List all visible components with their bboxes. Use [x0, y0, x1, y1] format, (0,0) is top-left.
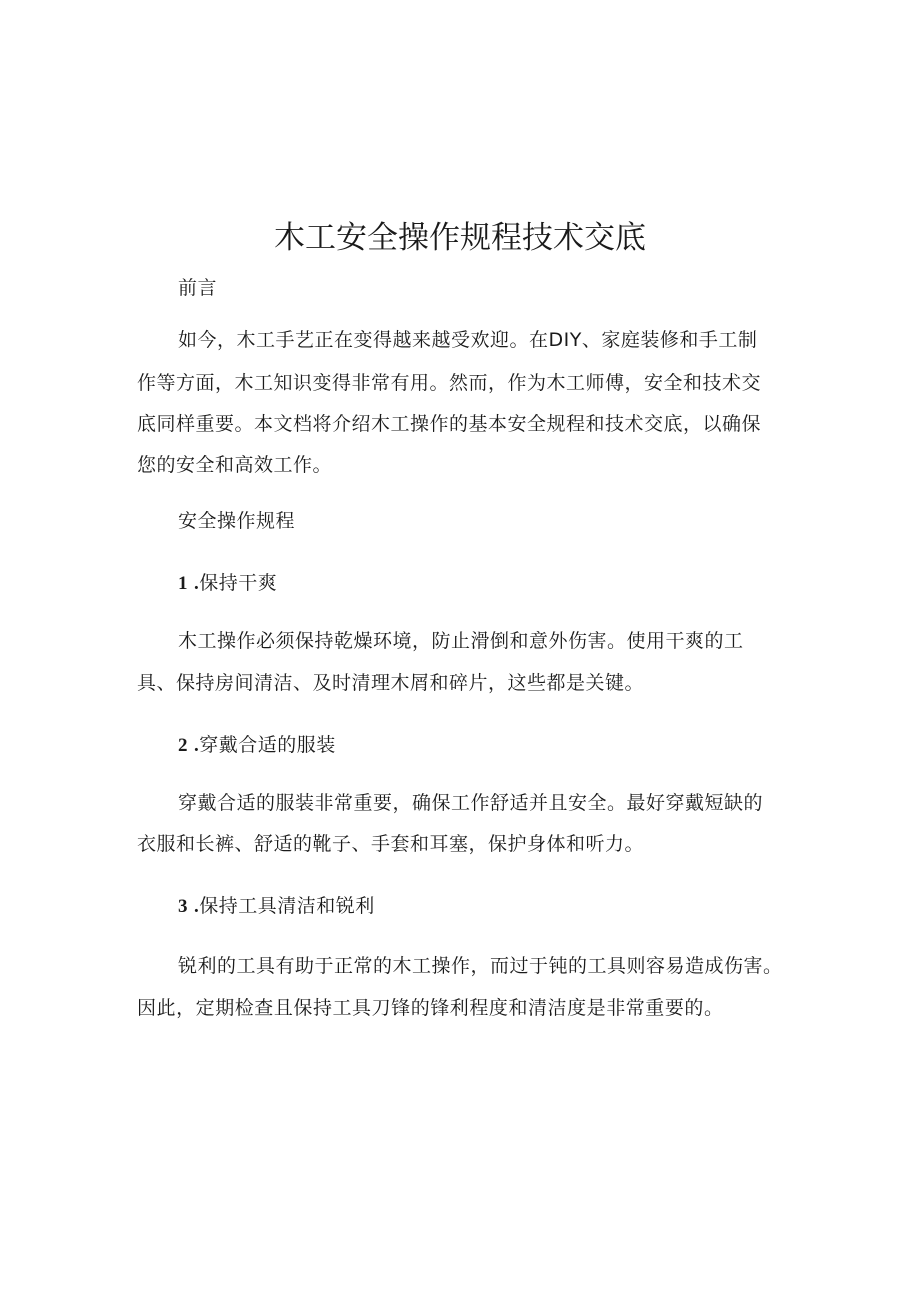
document-title: 木工安全操作规程技术交底 [274, 220, 646, 256]
intro-line-1: 如今，木工手艺正在变得越来越受欢迎。在DIY、家庭装修和手工制 [178, 329, 758, 351]
intro-line-4: 您的安全和高效工作。 [137, 454, 333, 476]
item-1-body-line-2: 具、保持房间清洁、及时清理木屑和碎片，这些都是关键。 [137, 672, 645, 694]
item-1-dot: . [194, 573, 200, 594]
item-3-title: 保持工具清洁和锐利 [199, 895, 375, 917]
item-3-heading [178, 892, 375, 921]
item-2-body-line-1: 穿戴合适的服装非常重要，确保工作舒适并且安全。最好穿戴短缺的 [178, 792, 764, 814]
intro-line-2: 作等方面，木工知识变得非常有用。然而，作为木工师傅，安全和技术交 [137, 372, 762, 394]
item-1-title: 保持干爽 [199, 572, 278, 594]
item-2-dot: . [194, 735, 200, 756]
section-heading: 安全操作规程 [178, 510, 296, 532]
item-1-number: 1 [178, 573, 188, 594]
item-2-body-line-2: 衣服和长裤、舒适的靴子、手套和耳塞，保护身体和听力。 [137, 833, 645, 855]
item-3-body-line-2: 因此，定期检查且保持工具刀锋的锋利程度和清洁度是非常重要的。 [137, 997, 724, 1019]
item-2-number: 2 [178, 735, 188, 756]
item-3-number: 3 [178, 896, 188, 917]
item-1-heading [178, 569, 277, 598]
item-1-body-line-1: 木工操作必须保持乾燥环境，防止滑倒和意外伤害。使用干爽的工 [178, 630, 744, 652]
item-2-heading [178, 731, 336, 760]
intro-line-3: 底同样重要。本文档将介绍木工操作的基本安全规程和技术交底，以确保 [137, 413, 762, 435]
preface-heading: 前言 [178, 277, 218, 299]
item-2-title: 穿戴合适的服装 [199, 734, 336, 756]
item-3-body-line-1: 锐利的工具有助于正常的木工操作，而过于钝的工具则容易造成伤害。 [178, 955, 783, 977]
item-3-dot: . [194, 896, 200, 917]
